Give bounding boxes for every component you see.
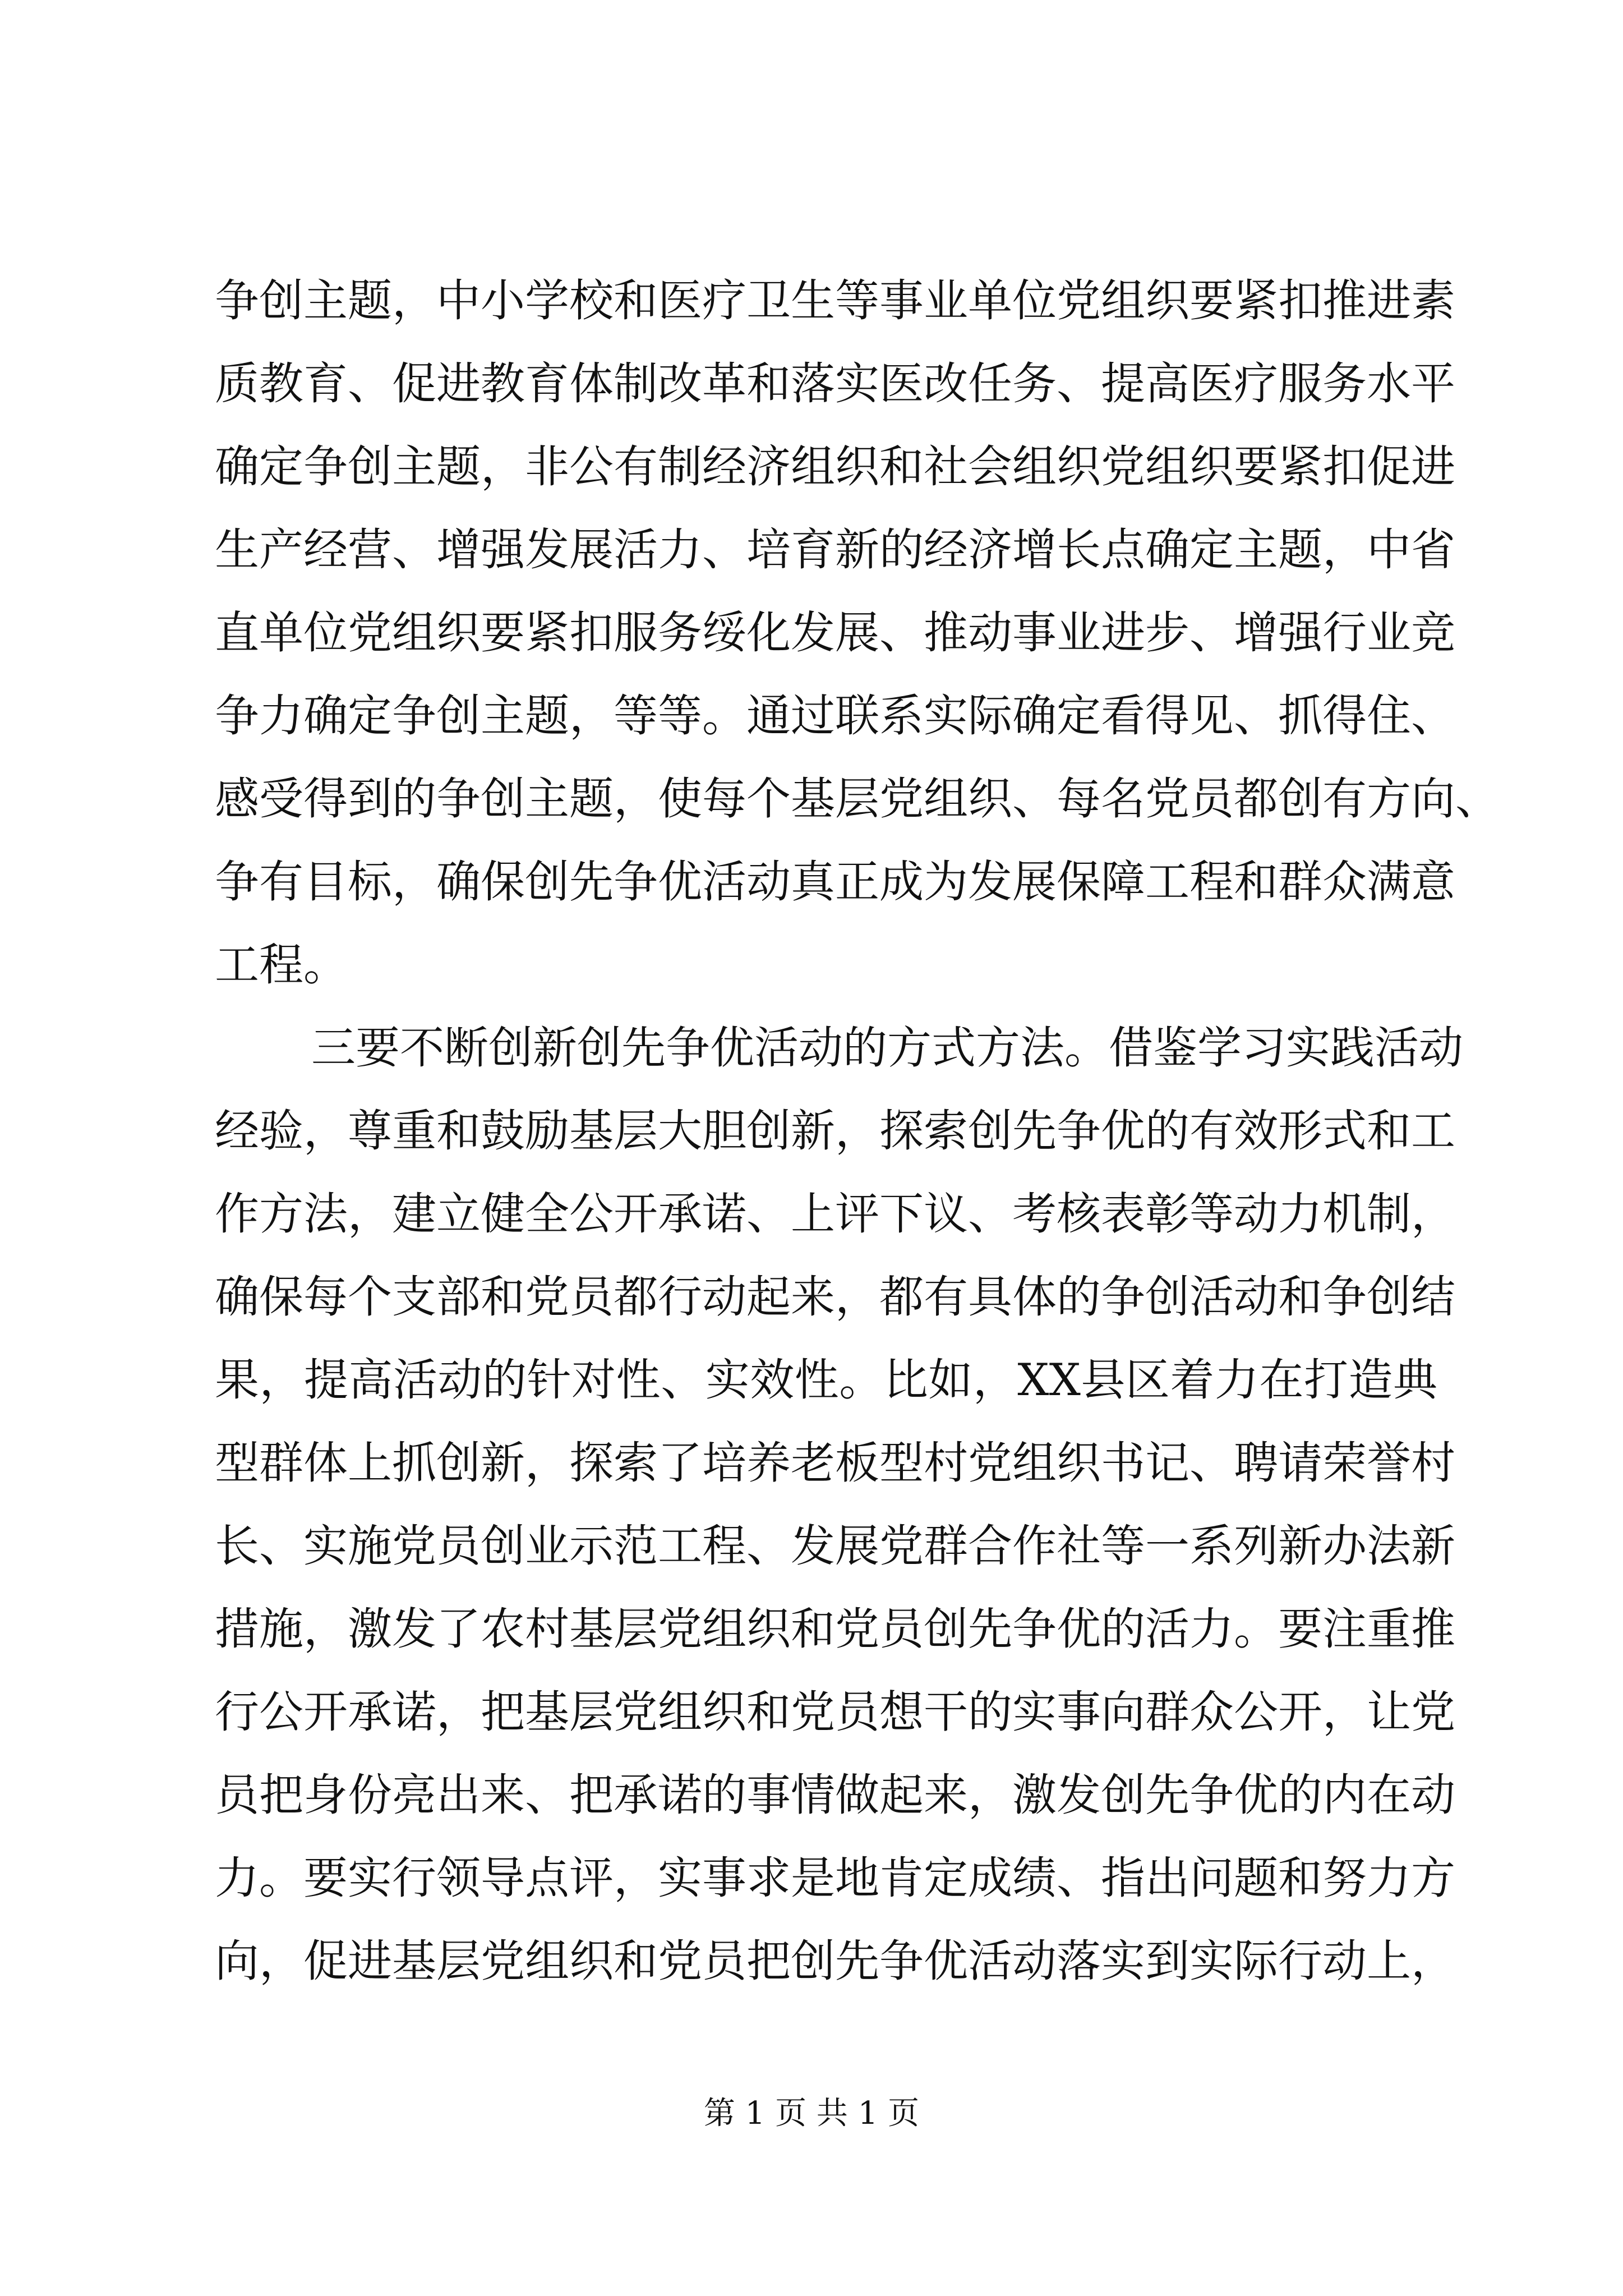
text-line: 长、实施党员创业示范工程、发展党群合作社等一系列新办法新 <box>215 1520 1455 1572</box>
paragraph-1 <box>215 259 1500 1006</box>
text-line: 行公开承诺，把基层党组织和党员想干的实事向群众公开，让党 <box>215 1686 1455 1738</box>
text-line: 措施，激发了农村基层党组织和党员创先争优的活力。要注重推 <box>215 1603 1455 1655</box>
text-line: 确保每个支部和党员都行动起来，都有具体的争创活动和争创结 <box>215 1271 1455 1323</box>
page-footer <box>0 2091 1623 2136</box>
text-line: 向，促进基层党组织和党员把创先争优活动落实到实际行动上， <box>215 1935 1455 1987</box>
text-line: 争力确定争创主题，等等。通过联系实际确定看得见、抓得住、 <box>215 690 1455 742</box>
text-line: 经验，尊重和鼓励基层大胆创新，探索创先争优的有效形式和工 <box>215 1105 1455 1157</box>
text-line: 质教育、促进教育体制改革和落实医改任务、提高医疗服务水平 <box>215 358 1455 409</box>
text-line: 感受得到的争创主题，使每个基层党组织、每名党员都创有方向、 <box>215 773 1500 825</box>
page-number-label: 第 1 页 共 1 页 <box>703 2095 920 2132</box>
text-line: 果，提高活动的针对性、实效性。比如，XX县区着力在打造典 <box>215 1354 1437 1406</box>
text-line: 确定争创主题，非公有制经济组织和社会组织党组织要紧扣促进 <box>215 441 1455 493</box>
text-line: 力。要实行领导点评，实事求是地肯定成绩、指出问题和努力方 <box>215 1852 1455 1904</box>
text-line: 直单位党组织要紧扣服务绥化发展、推动事业进步、增强行业竞 <box>215 607 1455 659</box>
text-line: 生产经营、增强发展活力、培育新的经济增长点确定主题，中省 <box>215 524 1455 576</box>
paragraph-2 <box>215 1006 1463 2003</box>
text-line: 争有目标，确保创先争优活动真正成为发展保障工程和群众满意 <box>215 856 1455 908</box>
text-line: 型群体上抓创新，探索了培养老板型村党组织书记、聘请荣誉村 <box>215 1437 1455 1489</box>
text-line: 争创主题，中小学校和医疗卫生等事业单位党组织要紧扣推进素 <box>215 275 1455 326</box>
text-line: 作方法，建立健全公开承诺、上评下议、考核表彰等动力机制， <box>215 1188 1455 1240</box>
text-line: 三要不断创新创先争优活动的方式方法。借鉴学习实践活动 <box>311 1022 1463 1074</box>
document-body <box>215 259 1500 2003</box>
text-line: 工程。 <box>215 939 348 991</box>
text-line: 员把身份亮出来、把承诺的事情做起来，激发创先争优的内在动 <box>215 1769 1455 1821</box>
